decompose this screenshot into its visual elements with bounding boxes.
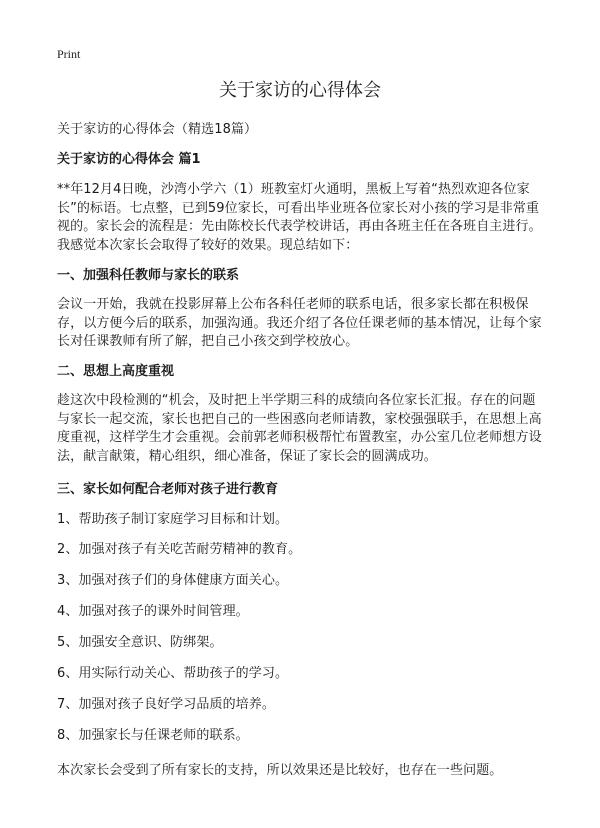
document-title: 关于家访的心得体会 bbox=[219, 80, 381, 101]
list-item: 7、加强对孩子良好学习品质的培养。 bbox=[57, 697, 275, 712]
paragraph-1: 会议一开始，我就在投影屏幕上公布各科任老师的联系电话，很多家长都在积极保存，以方便今后的联系，加强沟通。我还介绍了各位任课老师的基本情况，让每个家长对任课教师有所了解，把自己小孩交到学校放心。 bbox=[57, 297, 542, 349]
paragraph-2: 趁这次中段检测的“机会，及时把上半学期三科的成绩向各位家长汇报。存在的问题与家长一起交流，家长也把自己的一些困惑向老师请教，家校强强联手，在思想上高度重视，这样学生才会重视。会前郭老师积极帮忙布置教室，办公室几位老师想方设法，献言献策，精心组织，细心准备，保证了家长会的圆满成功。 bbox=[57, 393, 542, 464]
section-title: 关于家访的心得体会 篇1 bbox=[57, 152, 201, 167]
list-item: 4、加强对孩子的课外时间管理。 bbox=[57, 604, 249, 619]
heading-3: 三、家长如何配合老师对孩子进行教育 bbox=[57, 482, 279, 497]
list-item: 6、用实际行动关心、帮助孩子的学习。 bbox=[57, 666, 289, 681]
list-item: 1、帮助孩子制订家庭学习目标和计划。 bbox=[57, 512, 289, 527]
list-item: 3、加强对孩子们的身体健康方面关心。 bbox=[57, 573, 289, 588]
list-item: 2、加强对孩子有关吃苦耐劳精神的教育。 bbox=[57, 542, 302, 557]
intro-paragraph: **年12月4日晚，沙湾小学六（1）班教室灯火通明，黑板上写着“热烈欢迎各位家长”的标语。七点整，已到59位家长，可看出毕业班各位家长对小孩的学习是非常重视的。家长会的流程是：先由陈校长代表学校讲话，再由各班主任在各班自主进行。我感觉本次家长会取得了较好的效果。现总结如下： bbox=[57, 182, 542, 253]
list-item: 8、加强家长与任课老师的联系。 bbox=[57, 728, 249, 743]
document-subtitle: 关于家访的心得体会（精选18篇） bbox=[57, 122, 258, 137]
heading-1: 一、加强科任教师与家长的联系 bbox=[57, 268, 240, 283]
heading-2: 二、思想上高度重视 bbox=[57, 364, 175, 379]
list-item: 5、加强安全意识、防绑架。 bbox=[57, 635, 223, 650]
print-link[interactable]: Print bbox=[57, 47, 81, 61]
closing-paragraph: 本次家长会受到了所有家长的支持，所以效果还是比较好，也存在一些问题。 bbox=[57, 763, 503, 778]
